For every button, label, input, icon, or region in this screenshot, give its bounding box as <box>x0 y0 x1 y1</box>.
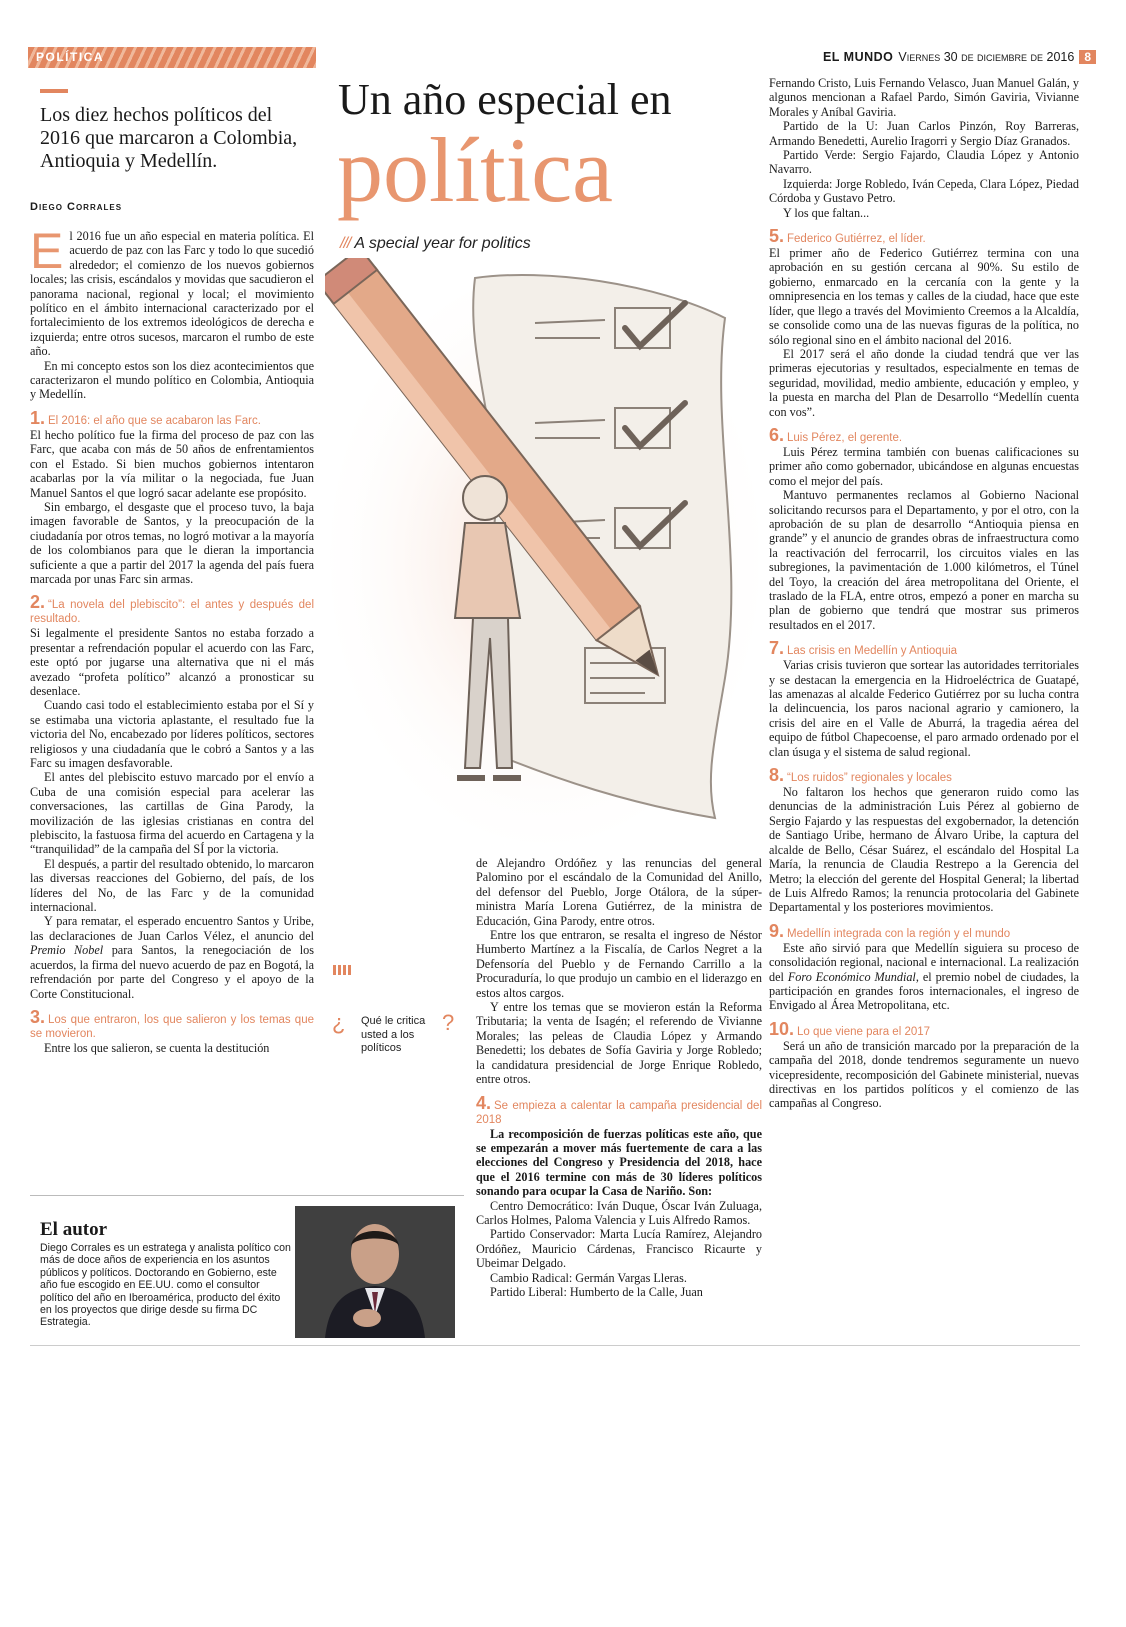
italic-run: Foro Económico Mundial <box>787 969 916 984</box>
section-number: 8. <box>769 765 785 786</box>
article-column-2 <box>476 856 762 1299</box>
section-number: 1. <box>30 407 46 428</box>
paragraph: Y los que faltan... <box>783 205 870 220</box>
paragraph: Entre los que entraron, se resalta el ingreso de Néstor Humberto Martínez a la Fiscalía, de Carlos Negret a la Defensoría del Pueblo y de Fernando Carrillo a la Procuraduría, lo que produjo un cambio en el liderazgo en estos altos cargos. <box>476 928 762 1000</box>
section-heading-9 <box>769 920 1079 941</box>
section-number: 10. <box>769 1018 795 1039</box>
pullquote-close-mark: ? <box>442 1010 455 1035</box>
text-run: Y para rematar, el esperado encuentro Santos y Uribe, las declaraciones de Juan Carlos Vélez, el anuncio del <box>30 914 314 943</box>
author-box-title: El autor <box>40 1219 108 1240</box>
deck-accent-bar <box>40 89 68 93</box>
paragraph: Fernando Cristo, Luis Fernando Velasco, Juan Manuel Galán, y algunos mencionan a Rafael Pardo, Simón Gaviria, Vivianne Morales y Aníbal Gaviria. <box>769 76 1079 119</box>
paragraph: Y entre los temas que se movieron están la Reforma Tributaria; la venta de Isagén; el referendo de Vivianne Morales; las peleas de Claudia López y Armando Benedetti; los debates de Sofía Gaviria y Jorge Robledo; la candidatura presidencial de Jorge Enrique Robledo, entre otros. <box>476 1000 762 1087</box>
paragraph: Partido Verde: Sergio Fajardo, Claudia López y Antonio Navarro. <box>769 148 1079 177</box>
section-heading-6 <box>769 424 1079 445</box>
paragraph: El hecho político fue la firma del proceso de paz con las Farc, que acaba con más de 50 años de enfrentamientos con el Estado. Si bien muchos gobiernos intentaron acabarlas por la vía militar o la negociada, fue Juan Manuel Santos el que logró sacar adelante ese propósito. <box>30 427 314 500</box>
intro-paragraph <box>30 223 314 359</box>
section-number: 5. <box>769 226 785 247</box>
paragraph: La recomposición de fuerzas políticas este año, que se empezarán a mover más fuertemente de cara a las elecciones del Congreso y Presidencia del 2018, hace que el 2016 termine con más de 30 líderes políticos sonando para ocupar la Casa de Nariño. Son: <box>476 1126 762 1199</box>
paragraph: Sin embargo, el desgaste que el proceso tuvo, la baja imagen favorable de Santos, y la preocupación de la ciudadanía por otros temas, no logró motivar a la mayoría de los colombianos para que le dieran la importancia suficiente a que a partir del 2017 la agenda del país fuera marcada por unas Farc sin armas. <box>30 499 314 586</box>
section-heading-4 <box>476 1092 762 1127</box>
pullquote-text: Qué le critica usted a los políticos <box>361 1015 426 1054</box>
paragraph <box>30 914 314 1000</box>
intro-text: l 2016 fue un año especial en materia política. El acuerdo de paz con las Farc y todo lo que sucedió alrededor; el comienzo de los nuevos gobiernos locales; las crisis, escándalos y movidas que sacudieron el panorama nacional, regional y local; el movimiento político en el ámbito internacional caracterizado por el fortalecimiento de los extremos ideológicos de derecha e izquierda; entre otros sucesos, marcaron el rumbo de este año. <box>30 229 314 359</box>
section-title: “La novela del plebiscito”: el antes y después del resultado. <box>30 599 314 626</box>
paragraph: Luis Pérez termina también con buenas calificaciones su primer año como gobernador, ubicándose en algunas encuestas como el mejor del país. <box>769 444 1079 488</box>
paragraph: Partido Conservador: Marta Lucía Ramírez, Alejandro Ordóñez, Mauricio Cárdenas, Francisco Ricaurte y Ubeimar Delgado. <box>476 1227 762 1271</box>
section-heading-7 <box>769 638 1079 659</box>
paragraph: Mantuvo permanentes reclamos al Gobierno Nacional solicitando recursos para el Departamento, y por el otro, con la aprobación de su plan de desarrollo “Antioquia piensa en grande” y el anuncio de grandes obras de infraestructura como la reactivación del ferrocarril, los circuitos viales en las subregiones, la pavimentación de 1.000 kilómetros, el Túnel del Toyo, la creación del área metropolitana del Oriente, el traslado de la FLA, entre otros, empezó a poner en marcha su plan de gobierno que tendrá que mostrar sus primeros resultados en el 2017. <box>769 488 1079 632</box>
section-heading-2 <box>30 592 314 626</box>
paragraph: El primer año de Federico Gutiérrez termina con una aprobación en su gestión cercana al 90%. Su estilo de gobierno, enmarcado en la cercanía con la gente y la omnipresencia en los temas y calles de la ciudad, hace que este líder, que llego a través del Movimiento Creemos a la Alcaldía, se consolide como una de las nuevas figuras de la política, no sólo regional sino en el ámbito nacional del 2016. <box>769 246 1079 347</box>
section-title: Federico Gutiérrez, el líder. <box>787 233 926 246</box>
author-photo <box>295 1206 455 1338</box>
section-title: El 2016: el año que se acabaron las Farc. <box>48 414 261 427</box>
issue-date: Viernes 30 de diciembre de 2016 <box>898 50 1075 64</box>
article-deck: Los diez hechos políticos del 2016 que marcaron a Colombia, Antioquia y Medellín. <box>40 104 298 172</box>
headline-line-2: política <box>337 119 613 221</box>
masthead <box>823 50 1096 64</box>
paragraph: Centro Democrático: Iván Duque, Óscar Iván Zuluaga, Carlos Holmes, Paloma Valencia y Luis Alfredo Ramos. <box>476 1198 762 1227</box>
article-column-1 <box>30 223 314 1055</box>
section-title: “Los ruidos” regionales y locales <box>787 772 952 785</box>
drop-cap: E <box>30 223 64 279</box>
paragraph: Izquierda: Jorge Robledo, Iván Cepeda, Clara López, Piedad Córdoba y Gustavo Petro. <box>769 176 1079 206</box>
paragraph: Si legalmente el presidente Santos no estaba forzado a presentar a refrendación popular el acuerdo con las Farc, este optó por jugarse una alternativa que ni el más avezado “profeta político” alcanzó a pronosticar su desenlace. <box>30 626 314 698</box>
paragraph: Varias crisis tuvieron que sortear las autoridades territoriales y se destacan la emergencia en la Hidroeléctrica de Guatapé, las amenazas al alcalde Federico Gutiérrez por su lucha contra la delincuencia, los paros nacional agrario y camionero, la crisis del aire en el Valle de Aburrá, la tragedia aérea del equipo de fútbol Chapecoense, el paro armado ordenado por el clan úsuga y el sistema de salud regional. <box>769 658 1079 759</box>
paragraph: El después, a partir del resultado obtenido, lo marcaron las diversas reacciones del Gobierno, del país, de los líderes del No, de las Farc y de la comunidad internacional. <box>30 856 314 915</box>
section-heading-10 <box>769 1018 1079 1039</box>
section-title: Lo que viene para el 2017 <box>797 1025 931 1038</box>
page-number: 8 <box>1079 50 1096 64</box>
section-number: 9. <box>769 920 785 941</box>
section-number: 4. <box>476 1092 492 1113</box>
byline-text: Diego Corrales <box>30 201 123 213</box>
author-bio: Diego Corrales es un estratega y analista político con más de doce años de experiencia en los asuntos públicos y políticos. Doctorando en Gobierno, este año fue escogido en EE.UU. como el consultor político del año en Iberoamérica, producto del éxito en los proyectos que dirige desde su firma DC Estrategia. <box>40 1242 291 1329</box>
paragraph <box>769 941 1079 1013</box>
paragraph: Cuando casi todo el establecimiento estaba por el Sí y se estimaba una victoria aplastante, el resultado fue la victoria del No, encabezado por líderes políticos, sectores religiosos y una ciudadanía que le cobró a Santos y a las Farc su imagen desfavorable. <box>30 698 314 770</box>
paragraph: Será un año de transición marcado por la preparación de la campaña del 2018, donde tendremos seguramente un nuevo vicepresidente, recomposición del Gabinete ministerial, nuevas directivas en los partidos políticos y el comienzo de las campañas al Congreso. <box>769 1038 1079 1111</box>
section-title: Se empieza a calentar la campaña presidencial del 2018 <box>476 1099 762 1126</box>
paragraph: de Alejandro Ordóñez y las renuncias del general Palomino por el escándalo de la Comunidad del Anillo, del defensor del Pueblo, Jorge Otálora, de la súper-ministra María Lorena Gutiérrez, de la ministra de Educación, Gina Parody, entre otros. <box>476 856 762 928</box>
checklist-pencil-illustration <box>325 258 765 853</box>
byline <box>30 201 122 213</box>
section-tag: POLÍTICA <box>28 47 316 68</box>
section-number: 2. <box>30 592 46 613</box>
section-number: 7. <box>769 638 785 659</box>
paragraph: Partido Liberal: Humberto de la Calle, Juan <box>490 1284 703 1299</box>
section-heading-3 <box>30 1006 314 1041</box>
section-title: Medellín integrada con la región y el mundo <box>787 927 1011 940</box>
section-number: 3. <box>30 1006 46 1027</box>
section-title: Luis Pérez, el gerente. <box>787 431 903 444</box>
text-run: para Santos, la renegociación de los acuerdos, la firma del nuevo acuerdo de paz en Bogotá, la refrendación por parte del Congreso y el apoyo de la Corte Constitucional. <box>30 943 314 1001</box>
intro-paragraph-2: En mi concepto estos son los diez acontecimientos que caracterizaron el mundo político en Colombia, Antioquia y Medellín. <box>30 358 314 402</box>
section-title: Las crisis en Medellín y Antioquia <box>787 645 958 658</box>
headline-line-1: Un año especial en <box>338 75 672 124</box>
paragraph: Entre los que salieron, se cuenta la destitución <box>44 1040 270 1055</box>
text-run: , el premio nobel de ciudades, la participación en grandes foros internacionales, el ingreso de Envigado al Área Metropolitana, etc. <box>769 969 1079 1013</box>
paragraph: El 2017 será el año donde la ciudad tendrá que ver las primeras ejecutorias y resultados, especialmente en temas de seguridad, movilidad, medio ambiente, educación y empleo, y la puesta en marcha del Plan de Desarrollo “Medellín cuenta con vos”. <box>769 346 1079 419</box>
pullquote-open-mark: ¿ <box>332 1010 346 1035</box>
section-title: Los que entraron, los que salieron y los temas que se movieron. <box>30 1013 314 1040</box>
newspaper-name: EL MUNDO <box>822 50 894 64</box>
paragraph: No faltaron los hechos que generaron ruido como las denuncias de la administración Luis Pérez al gobierno de Sergio Fajardo y las respuestas del exgobernador, la detención de Santiago Uribe, hermano de Álvaro Uribe, la captura del alcalde de Bello, César Suárez, el escándalo del Hospital La María, la renuncia de Claudia Restrepo a la Gerencia del Metro; la elección del gerente del Hospital General; la libertad de Luis Alfredo Ramos; la renuncia protocolaria del Gabinete Departamental y los posteriores movimientos. <box>769 785 1079 915</box>
section-heading-8 <box>769 765 1079 786</box>
paragraph: Partido de la U: Juan Carlos Pinzón, Roy Barreras, Armando Benedetti, Aurelio Iragorri y Sergio Díaz Granados. <box>769 119 1079 148</box>
subtitle-text: A special year for politics <box>354 235 531 252</box>
pullquote-accent <box>333 965 353 975</box>
italic-run: Premio Nobel <box>30 943 104 958</box>
paragraph: Cambio Radical: Germán Vargas Lleras. <box>490 1270 687 1285</box>
section-heading-1 <box>30 407 314 428</box>
subtitle-slashes: /// <box>340 235 351 252</box>
text-run: Este año sirvió para que Medellín siguiera su proceso de consolidación regional, nacional e internacional. La realización del <box>769 940 1079 984</box>
article-column-3 <box>769 76 1079 1111</box>
section-heading-5 <box>769 226 1079 247</box>
page-bottom-rule <box>30 1345 1080 1346</box>
headline-subtitle <box>340 235 531 253</box>
paragraph: El antes del plebiscito estuvo marcado por el envío a Cuba de una comisión especial para acelerar las conversaciones, las cartillas de Gina Parody, la movilización de las iglesias cristianas en contra del plebiscito, la fastuosa firma del acuerdo en Cartagena y la “tranquilidad” de la campaña del SÍ por la victoria. <box>30 770 314 857</box>
section-number: 6. <box>769 424 785 445</box>
